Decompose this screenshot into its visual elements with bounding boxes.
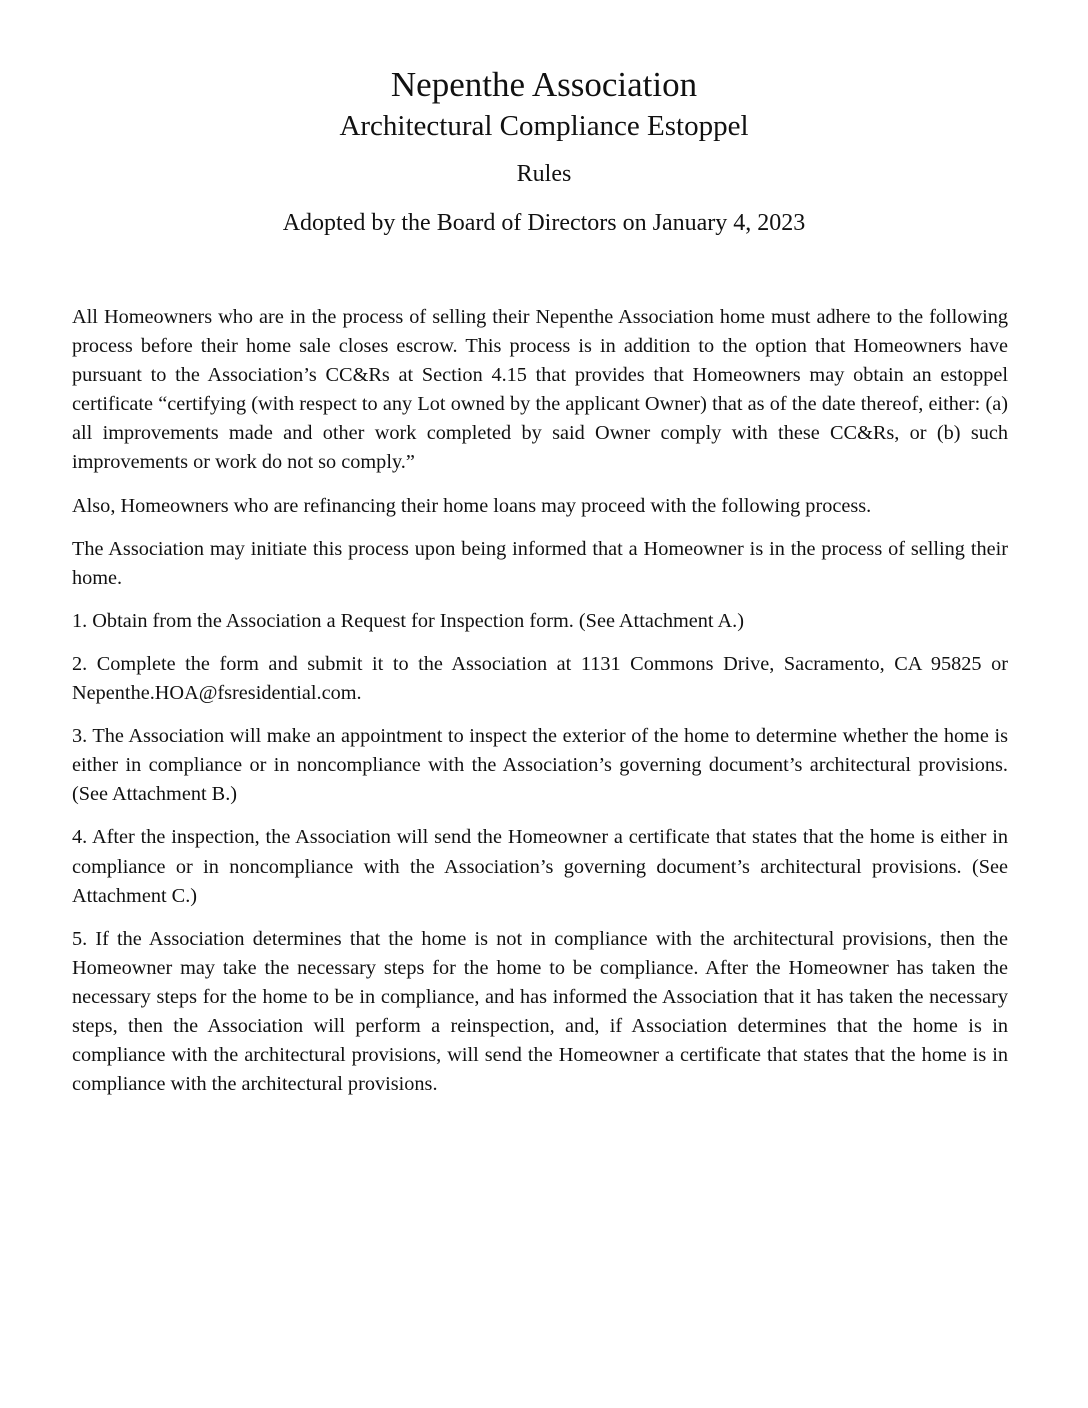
document-body <box>72 303 1008 1113</box>
step-3-paragraph: 3. The Association will make an appointment to inspect the exterior of the home to determine whether the home is either in compliance or in noncompliance with the Association’s governing document’s architectural provisions. (See Attachment B.) <box>72 725 1008 806</box>
intro-paragraph: All Homeowners who are in the process of selling their Nepenthe Association home must adhere to the following process before their home sale closes escrow. This process is in addition to the option that Homeowners have pursuant to the Association’s CC&Rs at Section 4.15 that provides that Homeowners may obtain an estoppel certificate “certifying (with respect to any Lot owned by the applicant Owner) that as of the date thereof, either: (a) all improvements made and other work completed by said Owner comply with these CC&Rs, or (b) such improvements or work do not so comply.” <box>72 306 1008 474</box>
refinance-paragraph: Also, Homeowners who are refinancing their home loans may proceed with the following process. <box>72 494 872 517</box>
rules-heading: Rules <box>516 161 572 187</box>
step-5-paragraph: 5. If the Association determines that the home is not in compliance with the architectural provisions, then the Homeowner may take the necessary steps for the home to be compliance. After the Homeowner has taken the necessary steps for the home to be in compliance, and has informed the Association that it has taken the necessary steps, then the Association will perform a reinspection, and, if Association determines that the home is in compliance with the architectural provisions, will send the Homeowner a certificate that states that the home is in compliance with the architectural provisions. <box>72 927 1008 1096</box>
step-1-paragraph: 1. Obtain from the Association a Request for Inspection form. (See Attachment A.) <box>72 609 744 632</box>
adopted-date-line: Adopted by the Board of Directors on January 4, 2023 <box>282 210 806 236</box>
step-4-paragraph: 4. After the inspection, the Association will send the Homeowner a certificate that states that the home is either in compliance or in noncompliance with the Association’s governing document’s architectural provisions. (See Attachment C.) <box>72 826 1008 907</box>
step-2-paragraph: 2. Complete the form and submit it to the Association at 1131 Commons Drive, Sacramento, CA 95825 or Nepenthe.HOA@fsresidential.com. <box>72 652 1008 705</box>
document-title: Nepenthe Association <box>390 65 698 104</box>
document-subtitle: Architectural Compliance Estoppel <box>339 110 749 142</box>
initiate-paragraph: The Association may initiate this process upon being informed that a Homeowner is in the process of selling their home. <box>72 537 1008 589</box>
